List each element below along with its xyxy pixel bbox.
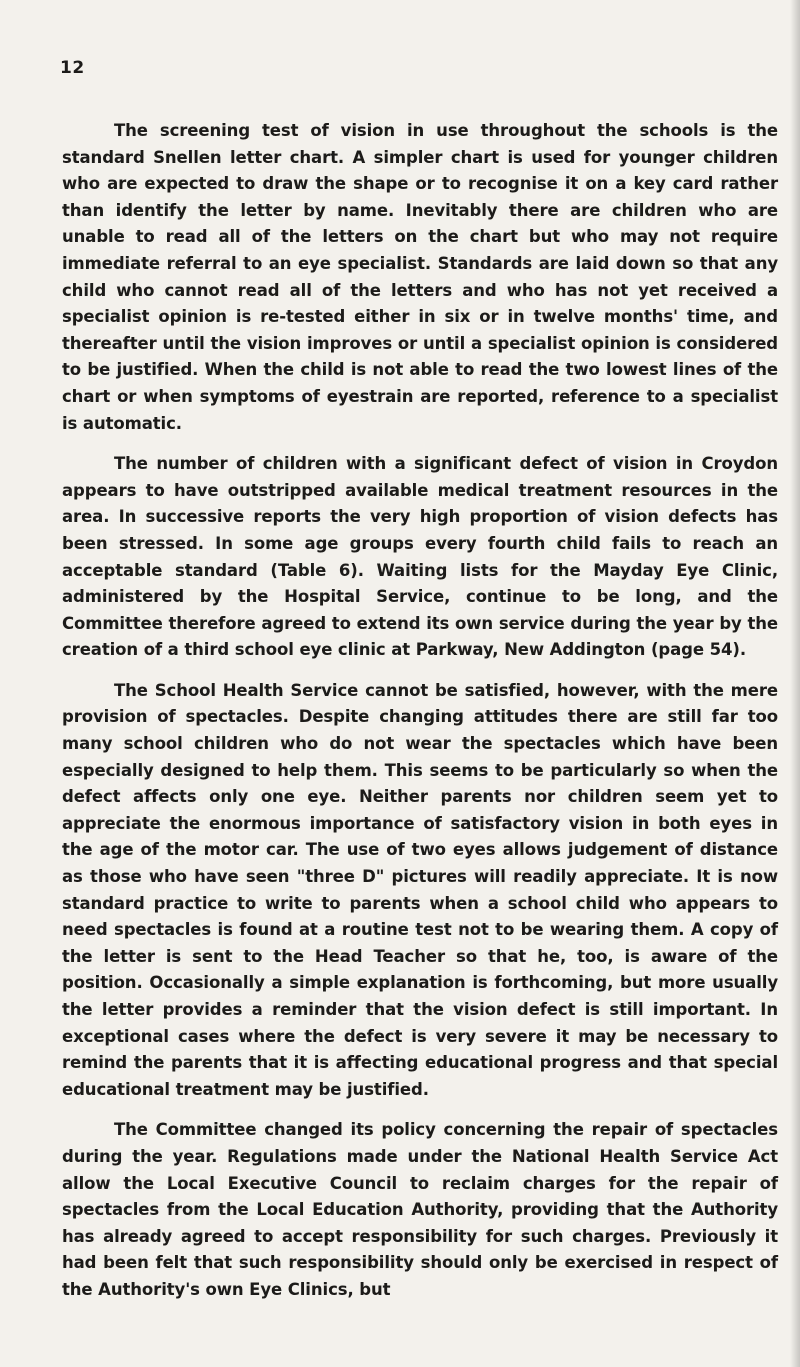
paragraph-croydon-clinics: The number of children with a significant defect of vision in Croydon appears to have outstripped available medical treatment resources in the area. In successive reports the very high proportion of vision defects has been stressed. In some age groups every fourth child fails to reach an acceptable standard (Table 6). Waiting lists for the Mayday Eye Clinic, administered by the Hospital Service, continue to be long, and the Committee therefore agreed to extend its own service during the year by the creation of a third school eye clinic at Parkway, New Addington (page 54).: [62, 454, 778, 660]
paragraph-vision-screening: The screening test of vision in use throughout the schools is the standard Snellen letter chart. A simpler chart is used for younger children who are expected to draw the shape or to recognise it on a key card rather than identify the letter by name. Inevitably there are children who are unable to read all of the letters on the chart but who may not require immediate referral to an eye specialist. Standards are laid down so that any child who cannot read all of the letters and who has not yet received a specialist opinion is re-tested either in six or in twelve months' time, and thereafter until the vision improves or until a specialist opinion is considered to be justified. When the child is not able to read the two lowest lines of the chart or when symptoms of eyestrain are reported, reference to a specialist is automatic.: [62, 121, 778, 433]
page-number: 12: [60, 58, 85, 78]
paragraph-wearing-spectacles: The School Health Service cannot be satisfied, however, with the mere provision of spectacles. Despite changing attitudes there are still far too many school children who do not wear the spectacles which have been especially designed to help them. This seems to be particularly so when the defect affects only one eye. Neither parents nor children seem yet to appreciate the enormous importance of satisfactory vision in both eyes in the age of the motor car. The use of two eyes allows judgement of distance as those who have seen "three D" pictures will readily appreciate. It is now standard practice to write to parents when a school child who appears to need spectacles is found at a routine test not to be wearing them. A copy of the letter is sent to the Head Teacher so that he, too, is aware of the position. Occasionally a simple explanation is forthcoming, but more usually the letter provides a reminder that the vision defect is still important. In exceptional cases where the defect is very severe it may be necessary to remind the parents that it is affecting educational progress and that special educational treatment may be justified.: [62, 680, 778, 1099]
page-edge-shadow: [790, 0, 800, 1367]
paragraph-repair-policy: The Committee changed its policy concerning the repair of spectacles during the year. Regulations made under the National Health Service Act allow the Local Executive Council to reclaim charges for the repair of spectacles from the Local Education Authority, providing that the Authority has already agreed to accept responsibility for such charges. Previously it had been felt that such responsibility should only be exercised in respect of the Authority's own Eye Clinics, but: [62, 1120, 778, 1299]
body-text: [62, 118, 778, 1318]
